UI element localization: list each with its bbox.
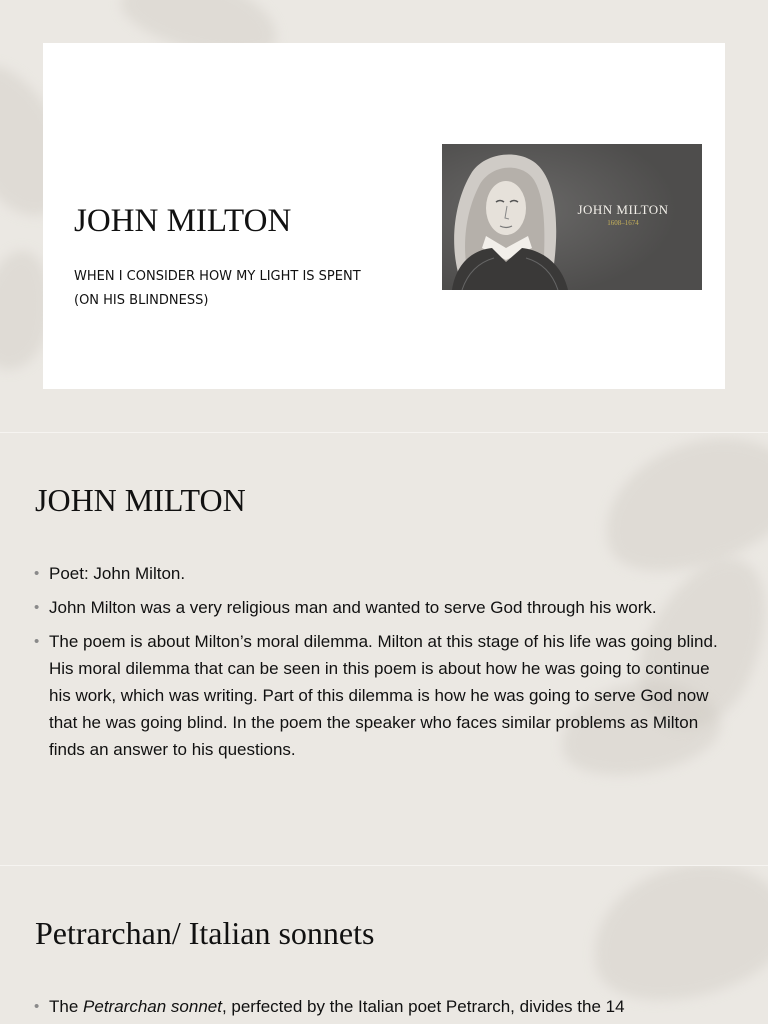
slide-title: JOHN MILTON (74, 203, 292, 239)
content-slide-sonnets (0, 866, 768, 1024)
portrait-years: 1608–1674 (607, 219, 639, 227)
bullet-dot: • (34, 633, 40, 650)
list-item (34, 993, 734, 1020)
list-item (34, 628, 734, 763)
bullet-dot: • (34, 998, 40, 1015)
milton-portrait-image (442, 144, 702, 290)
bullet-list (34, 993, 734, 1024)
list-item (34, 560, 734, 587)
subtitle-line-1: WHEN I CONSIDER HOW MY LIGHT IS SPENT (74, 269, 361, 284)
portrait-caption: JOHN MILTON (577, 202, 669, 217)
bullet-list (34, 560, 734, 770)
bullet-text: The poem is about Milton’s moral dilemma. Milton at this stage of his life was going blind. His moral dilemma that can be seen in this poem is about how he was going to continue his work, which was writing. Part of this dilemma is how he was going to serve God now that he was going blind. In the poem the speaker who faces similar problems as Milton finds an answer to his questions. (49, 632, 718, 759)
bullet-dot: • (34, 599, 40, 616)
list-item (34, 594, 734, 621)
section-title: JOHN MILTON (35, 482, 246, 518)
slide-subtitle (74, 265, 414, 313)
section-title: Petrarchan/ Italian sonnets (35, 915, 375, 951)
bullet-emphasis: Petrarchan sonnet (83, 997, 222, 1016)
bullet-rest: , perfected by the Italian poet Petrarch, divides the 14 (221, 997, 625, 1016)
bullet-text: John Milton was a very religious man and wanted to serve God through his work. (49, 598, 657, 617)
subtitle-line-2: (ON HIS BLINDNESS) (74, 293, 209, 308)
title-slide (0, 0, 768, 432)
bullet-prefix: The (49, 997, 84, 1016)
bullet-text: Poet: John Milton. (49, 564, 186, 583)
title-card (43, 43, 725, 389)
content-slide-milton (0, 433, 768, 865)
bullet-dot: • (34, 565, 40, 582)
